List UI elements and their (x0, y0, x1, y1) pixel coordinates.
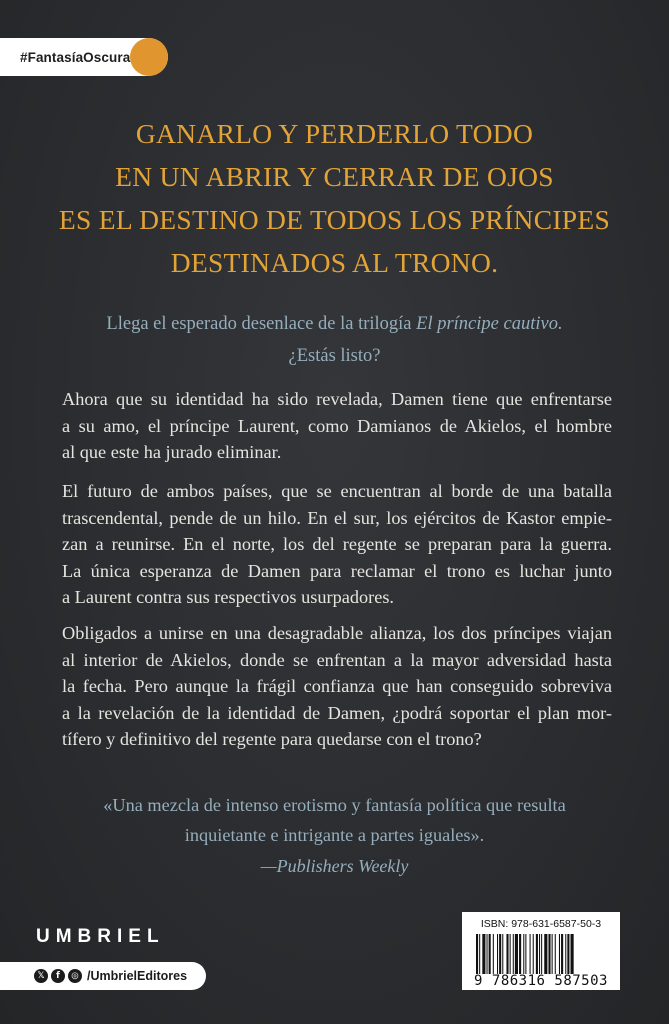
orange-circle-decoration (130, 38, 168, 76)
headline (40, 112, 629, 284)
paragraph-line: Obligados a unirse en una desagradable alianza, los dos príncipes viajan (62, 623, 612, 643)
barcode-bar (571, 934, 574, 974)
synopsis-paragraph-1 (62, 386, 612, 466)
barcode-bar (567, 934, 569, 974)
paragraph-line: trascendental, pende de un hilo. En el sur, los ejércitos de Kastor empie- (62, 507, 612, 528)
barcode-bar (552, 934, 553, 974)
synopsis-paragraph-3 (62, 620, 612, 753)
barcode-bar (502, 934, 503, 974)
barcode-bar (513, 934, 514, 974)
headline-line: EN UN ABRIR Y CERRAR DE OJOS (115, 161, 554, 192)
barcode-bar (523, 934, 524, 974)
x-icon: 𝕏 (34, 969, 48, 983)
barcode-bar (544, 934, 547, 974)
paragraph-line: tífero y definitivo del regente para quedarse con el trono? (62, 729, 482, 749)
barcode-bar (536, 934, 538, 974)
quote-line: «Una mezcla de intenso erotismo y fantasía política que resulta (103, 795, 566, 815)
paragraph-line: a Laurent contra sus respectivos usurpadores. (62, 587, 394, 607)
barcode-bar (555, 934, 556, 974)
social-handle: /UmbrielEditores (87, 969, 188, 983)
paragraph-line: al que este ha jurado eliminar. (62, 442, 282, 462)
barcode-bar (525, 934, 526, 974)
barcode-bar (493, 934, 494, 974)
paragraph-line: al interior de Akielos, donde se enfrentan a la mayor adversidad hasta (62, 649, 612, 670)
paragraph-line: El futuro de ambos países, que se encuentran al borde de una batalla (62, 481, 612, 501)
publisher-logo: UMBRIEL (36, 926, 165, 947)
isbn-label: ISBN: 978-631-6587-50-3 (480, 918, 602, 930)
barcode-bar (487, 934, 488, 974)
hashtag-badge (0, 38, 168, 76)
barcode-bar (548, 934, 550, 974)
synopsis-paragraph-2 (62, 478, 612, 611)
barcode-box (462, 912, 620, 990)
intro-text (40, 308, 629, 372)
quote-line: inquietante e intrigante a partes iguales». (184, 825, 485, 845)
barcode-bar (541, 934, 542, 974)
paragraph-line: la fecha. Pero aunque la frágil confianza que han conseguido sobreviva (62, 676, 612, 696)
intro-question: ¿Estás listo? (288, 346, 381, 366)
facebook-icon: f (51, 969, 65, 983)
barcode-bars (476, 934, 606, 974)
barcode-bar (479, 934, 480, 974)
headline-line: GANARLO Y PERDERLO TODO (135, 118, 534, 149)
intro-line (40, 308, 629, 340)
barcode-bar (519, 934, 521, 974)
instagram-icon: ◎ (68, 969, 82, 983)
paragraph-line: zan a reunirse. En el norte, los del regente se preparan para la guerra. (62, 534, 612, 554)
headline-line: ES EL DESTINO DE TODOS LOS PRÍNCIPES (58, 204, 611, 235)
trilogy-title: El príncipe cautivo. (416, 314, 563, 334)
social-media-badge (0, 962, 206, 990)
paragraph-line: a la revelación de la identidad de Damen, ¿podrá soportar el plan mor- (62, 702, 612, 723)
paragraph-line: a su amo, el príncipe Laurent, como Damianos de Akielos, el hombre (62, 415, 612, 436)
barcode-bar (559, 934, 560, 974)
paragraph-line: Ahora que su identidad ha sido revelada, Damen tiene que enfrentarse (62, 389, 612, 409)
barcode-bar (530, 934, 531, 974)
hashtag-text: #FantasíaOscura (20, 49, 131, 65)
barcode-bar (499, 934, 501, 974)
review-quote (40, 790, 629, 850)
barcode-bar (506, 934, 508, 974)
barcode-bar (482, 934, 485, 974)
barcode-digits: 9 786316 587503 (474, 973, 608, 989)
barcode-bar (533, 934, 534, 974)
barcode-bar (561, 934, 563, 974)
barcode-bar (565, 934, 566, 974)
barcode-bar (476, 934, 478, 974)
headline-line: DESTINADOS AL TRONO. (170, 247, 499, 278)
quote-attribution: —Publishers Weekly (260, 856, 409, 876)
intro-sentence: Llega el esperado desenlace de la trilogía (106, 314, 417, 334)
barcode-bar (489, 934, 491, 974)
paragraph-line: La única esperanza de Damen para reclamar el trono es luchar junto (62, 560, 612, 581)
barcode-bar (497, 934, 498, 974)
barcode-bar (515, 934, 518, 974)
barcode-bar (510, 934, 511, 974)
barcode-bar (539, 934, 540, 974)
